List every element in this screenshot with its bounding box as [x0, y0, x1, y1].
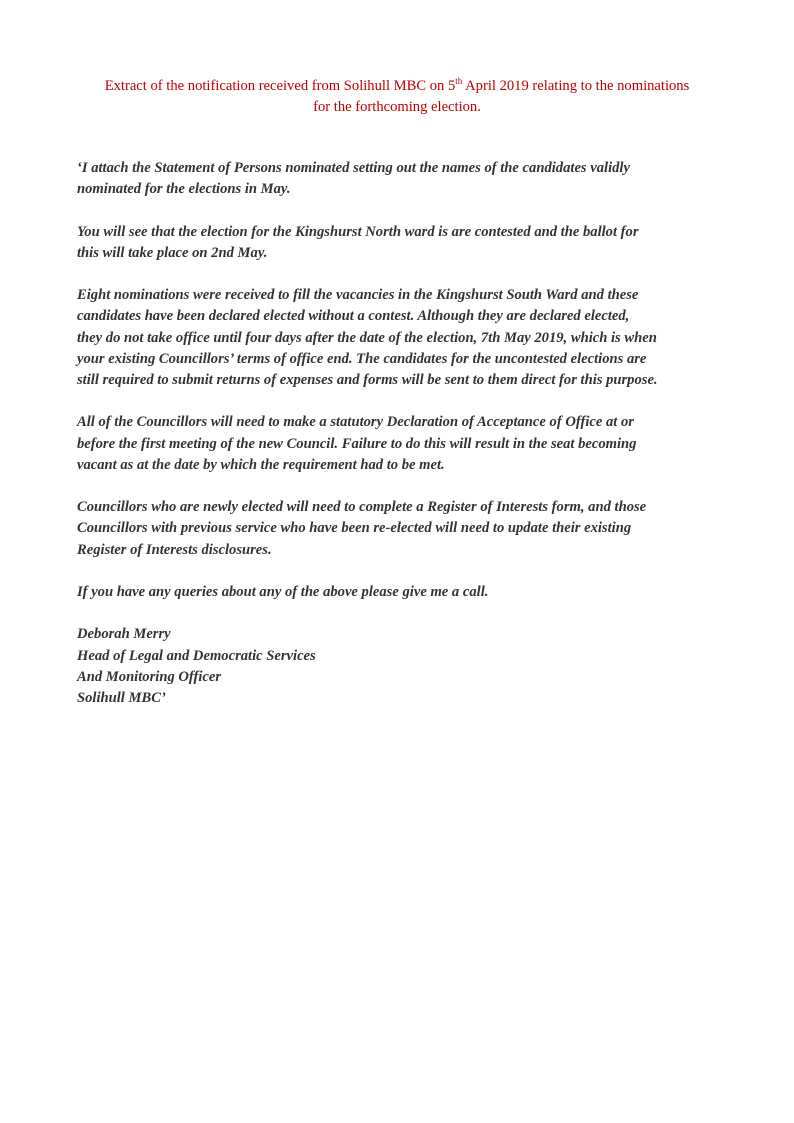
paragraph-line: still required to submit returns of expenses and forms will be sent to them direct for this purpose.: [77, 372, 658, 388]
paragraph-line: they do not take office until four days after the date of the election, 7th May 2019, which is when: [77, 329, 657, 346]
paragraph-line: Councillors with previous service who have been re-elected will need to update their existing: [77, 520, 632, 537]
signatory-title: Head of Legal and Democratic Services: [77, 647, 316, 664]
signatory-organisation: Solihull MBC’: [77, 689, 166, 706]
paragraph-line: All of the Councillors will need to make a statutory Declaration of Acceptance of Office at or: [77, 414, 634, 431]
paragraph-register-of-interests: [77, 497, 727, 561]
heading-line-2: for the forthcoming election.: [313, 99, 481, 115]
signature-block: [77, 624, 727, 709]
signatory-role: And Monitoring Officer: [77, 668, 222, 685]
heading-line-1-end: April 2019 relating to the nominations: [462, 78, 690, 94]
paragraph-declaration-of-acceptance: [77, 412, 727, 476]
paragraph-line: before the first meeting of the new Council. Failure to do this will result in the seat becoming: [77, 435, 637, 452]
heading-line-1-start: Extract of the notification received from Solihull MBC on 5: [104, 78, 456, 94]
heading-date-ordinal: th: [455, 76, 463, 87]
paragraph-line: Register of Interests disclosures.: [77, 541, 272, 558]
paragraph-line: nominated for the elections in May.: [77, 181, 291, 198]
signatory-name: Deborah Merry: [77, 626, 171, 643]
paragraph-line: ‘I attach the Statement of Persons nominated setting out the names of the candidates validly: [77, 160, 630, 176]
paragraph-kingshurst-south: [77, 285, 727, 391]
letter-body: [77, 158, 727, 709]
paragraph-queries: [77, 582, 727, 603]
heading-line-1: [105, 78, 690, 94]
paragraph-line: your existing Councillors’ terms of office end. The candidates for the uncontested elections are: [77, 350, 647, 367]
paragraph-line: this will take place on 2nd May.: [77, 244, 268, 261]
paragraph-kingshurst-north: [77, 222, 727, 264]
paragraph-line: candidates have been declared elected without a contest. Although they are declared elected,: [77, 308, 630, 325]
paragraph-line: You will see that the election for the Kingshurst North ward is are contested and the ballot for: [77, 223, 639, 240]
paragraph-line: vacant as at the date by which the requirement had to be met.: [77, 456, 445, 473]
extract-heading: [40, 76, 754, 118]
paragraph-statement-of-persons: [77, 158, 727, 200]
paragraph-line: If you have any queries about any of the above please give me a call.: [77, 583, 489, 600]
paragraph-line: Councillors who are newly elected will need to complete a Register of Interests form, and those: [77, 499, 647, 516]
paragraph-line: Eight nominations were received to fill the vacancies in the Kingshurst South Ward and these: [77, 287, 639, 304]
